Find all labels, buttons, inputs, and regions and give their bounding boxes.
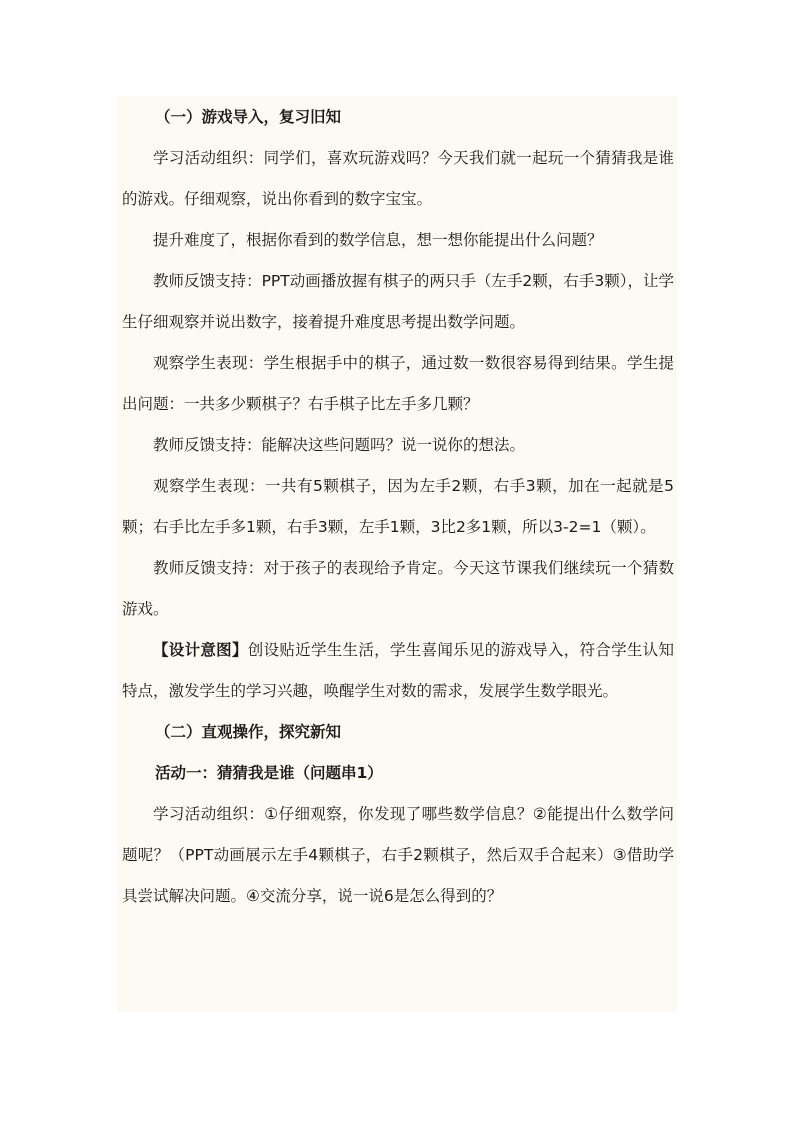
- design-intent-label: 【设计意图】: [153, 641, 248, 659]
- document-body: [122, 97, 674, 917]
- section-heading-2: （二）直观操作，探究新知: [155, 723, 342, 741]
- paragraph-5: 教师反馈支持：能解决这些问题吗？说一说你的想法。: [153, 436, 526, 454]
- section-heading-1: （一）游戏导入，复习旧知: [155, 108, 342, 126]
- paragraph-1: 学习活动组织：同学们，喜欢玩游戏吗？今天我们就一起玩一个猜猜我是谁的游戏。仔细观察，说出你看到的数字宝宝。: [122, 149, 674, 208]
- design-intent-text: 创设贴近学生生活，学生喜闻乐见的游戏导入，符合学生认知特点，激发学生的学习兴趣，唤醒学生对数的需求，发展学生数学眼光。: [122, 641, 674, 700]
- paragraph-3: 教师反馈支持：PPT动画播放握有棋子的两只手（左手2颗，右手3颗），让学生仔细观察并说出数字，接着提升难度思考提出数学问题。: [122, 272, 674, 331]
- design-intent-paragraph: [122, 630, 674, 712]
- paragraph-7: 教师反馈支持：对于孩子的表现给予肯定。今天这节课我们继续玩一个猜数游戏。: [122, 559, 674, 618]
- activity-heading: 活动一：猜猜我是谁（问题串1）: [155, 764, 383, 782]
- paragraph-4: 观察学生表现：学生根据手中的棋子，通过数一数很容易得到结果。学生提出问题：一共多少颗棋子？右手棋子比左手多几颗？: [122, 354, 674, 413]
- paragraph-8: 学习活动组织：①仔细观察，你发现了哪些数学信息？②能提出什么数学问题呢？（PPT动画展示左手4颗棋子，右手2颗棋子，然后双手合起来）③借助学具尝试解决问题。④交流分享，说一说6是怎么得到的？: [122, 805, 674, 905]
- paragraph-6: 观察学生表现：一共有5颗棋子，因为左手2颗，右手3颗，加在一起就是5颗；右手比左手多1颗，右手3颗，左手1颗，3比2多1颗，所以3-2=1（颗）。: [122, 477, 674, 536]
- paragraph-2: 提升难度了，根据你看到的数学信息，想一想你能提出什么问题？: [153, 231, 603, 249]
